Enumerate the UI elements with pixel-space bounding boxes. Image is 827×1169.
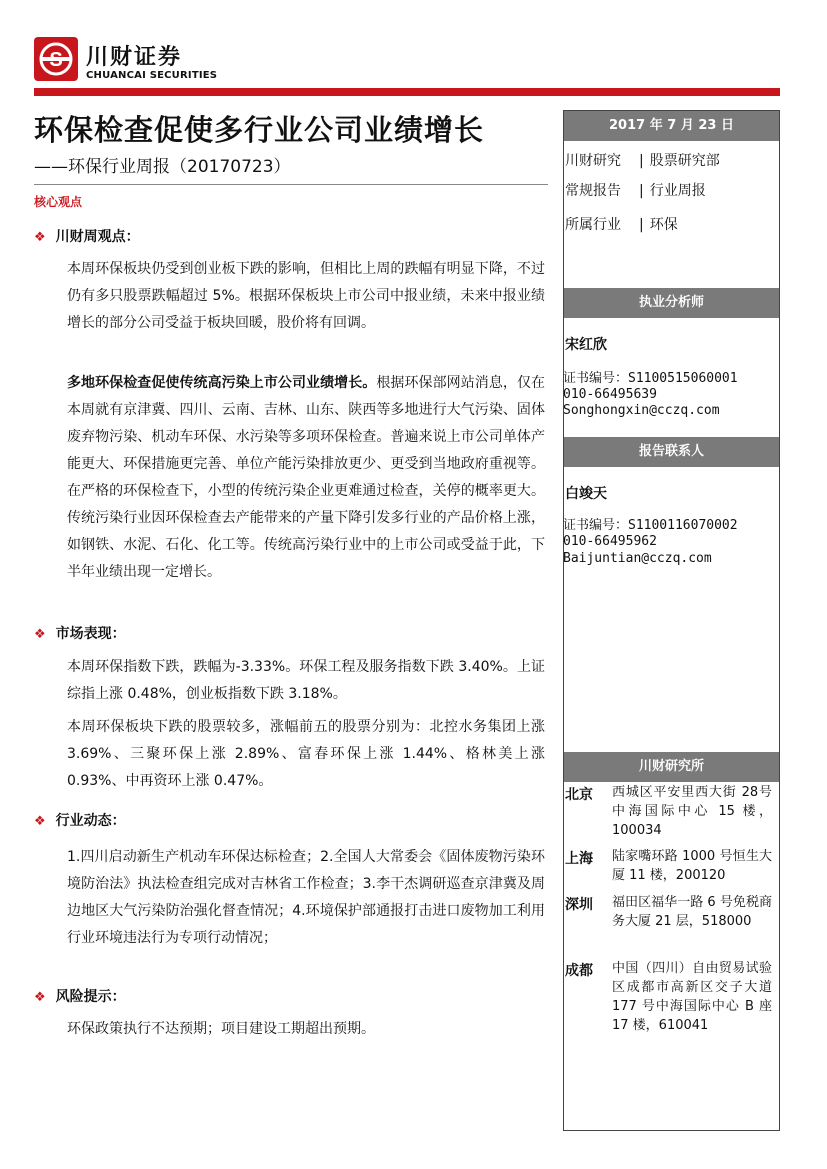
office-city: 深圳 — [565, 897, 593, 913]
paragraph: 本周环保指数下跌，跌幅为-3.33%。环保工程及服务指数下跌 3.40%。上证综指上涨 0.48%，创业板指数下跌 3.18%。 — [67, 659, 545, 702]
meta-separator: | — [639, 153, 644, 169]
office-address: 福田区福华一路 6 号免税商务大厦 21 层，518000 — [612, 895, 772, 929]
logo-emblem-icon — [34, 37, 78, 81]
analyst-phone: 010-66495639 — [563, 387, 657, 402]
contact-phone: 010-66495962 — [563, 534, 657, 549]
paragraph: 本周环保板块下跌的股票较多，涨幅前五的股票分别为：北控水务集团上涨 3.69%、三聚环保上涨 2.89%、富春环保上涨 1.44%、格林美上涨 0.93%、中再资环上涨 0.47%。 — [67, 719, 545, 789]
meta-separator: | — [639, 183, 644, 199]
analyst-cert: 证书编号：S1100515060001 — [563, 371, 738, 386]
office-city: 成都 — [565, 963, 593, 979]
contact-cert: 证书编号：S1100116070002 — [563, 518, 738, 533]
diamond-bullet-icon: ❖ — [34, 814, 46, 829]
contact-email[interactable]: Baijuntian@cczq.com — [563, 551, 712, 566]
header-red-bar — [34, 88, 780, 96]
paragraph-body: 根据环保部网站消息，仅在本周就有京津冀、四川、云南、吉林、山东、陕西等多地进行大气污染、固体废弃物污染、机动车环保、水污染等多项环保检查。普遍来说上市公司单体产能更大、环保措施更完善、单位产能污染排放更少、更受到当地政府重视等。在严格的环保检查下，小型的传统污染企业更难通过检查，关停的概率更大。传统污染行业因环保检查去产能带来的产量下降引发多行业的产品价格上涨，如钢铁、水泥、石化、化工等。传统高污染行业中的上市公司或受益于此，下半年业绩出现一定增长。 — [67, 375, 546, 580]
contact-band: 报告联系人 — [564, 437, 779, 467]
paragraph — [67, 370, 545, 586]
diamond-bullet-icon: ❖ — [34, 990, 46, 1005]
diamond-bullet-icon: ❖ — [34, 230, 46, 245]
core-view-label: 核心观点 — [34, 195, 83, 209]
meta-separator: | — [639, 217, 644, 233]
brand-name-cn: 川财证券 — [86, 45, 183, 70]
company-logo — [34, 37, 78, 81]
section-heading-text: 行业动态： — [55, 813, 126, 829]
office-city: 上海 — [565, 851, 593, 867]
analyst-email[interactable]: Songhongxin@cczq.com — [563, 403, 720, 418]
report-subtitle: ——环保行业周报（20170723） — [34, 157, 291, 177]
meta-row — [565, 150, 720, 170]
meta-value: 环保 — [649, 217, 678, 233]
paragraph: 本周环保板块仍受到创业板下跌的影响，但相比上周的跌幅有明显下降，不过仍有多只股票跌幅超过 5%。根据环保板块上市公司中报业绩，未来中报业绩增长的部分公司受益于板块回暖，股价将有回调。 — [67, 261, 545, 331]
section-heading-market — [34, 623, 126, 643]
analyst-name: 宋红欣 — [565, 337, 607, 353]
title-divider — [34, 184, 548, 185]
meta-row — [565, 180, 706, 200]
office-city: 北京 — [565, 787, 593, 803]
meta-value: 行业周报 — [649, 183, 706, 199]
diamond-bullet-icon: ❖ — [34, 627, 46, 642]
section-heading-text: 川财周观点： — [55, 229, 140, 245]
meta-value: 股票研究部 — [649, 153, 720, 169]
report-title: 环保检查促使多行业公司业绩增长 — [34, 113, 485, 147]
section-heading-industry — [34, 810, 126, 830]
meta-row — [565, 214, 678, 234]
office-address: 中国（四川）自由贸易试验区成都市高新区交子大道 177 号中海国际中心 B 座 17 楼，610041 — [612, 961, 772, 1033]
analyst-band: 执业分析师 — [564, 288, 779, 318]
section-heading-view — [34, 226, 140, 246]
section-heading-text: 市场表现： — [55, 626, 126, 642]
section-heading-text: 风险提示： — [55, 989, 126, 1005]
logo-letter: S — [49, 49, 63, 71]
contact-name: 白竣天 — [565, 486, 607, 502]
meta-label: 常规报告 — [565, 183, 621, 199]
paragraph: 1.四川启动新生产机动车环保达标检查；2.全国人大常委会《固体废物污染环境防治法》执法检查组完成对吉林省工作检查；3.李干杰调研巡查京津冀及周边地区大气污染防治强化督查情况；4.环境保护部通报打击进口废物加工利用行业环境违法行为专项行动情况； — [67, 849, 545, 946]
paragraph: 环保政策执行不达预期；项目建设工期超出预期。 — [67, 1021, 375, 1037]
office-address: 陆家嘴环路 1000 号恒生大厦 11 楼，200120 — [612, 849, 772, 883]
brand-name-en: CHUANCAI SECURITIES — [86, 70, 218, 81]
section-heading-risk — [34, 986, 126, 1006]
report-date: 2017 年 7 月 23 日 — [564, 111, 779, 141]
office-address: 西城区平安里西大街 28号中海国际中心 15 楼，100034 — [612, 785, 772, 838]
paragraph-lead: 多地环保检查促使传统高污染上市公司业绩增长。 — [67, 375, 377, 391]
institute-band: 川财研究所 — [564, 752, 779, 782]
meta-label: 川财研究 — [565, 153, 621, 169]
meta-label: 所属行业 — [565, 217, 621, 233]
